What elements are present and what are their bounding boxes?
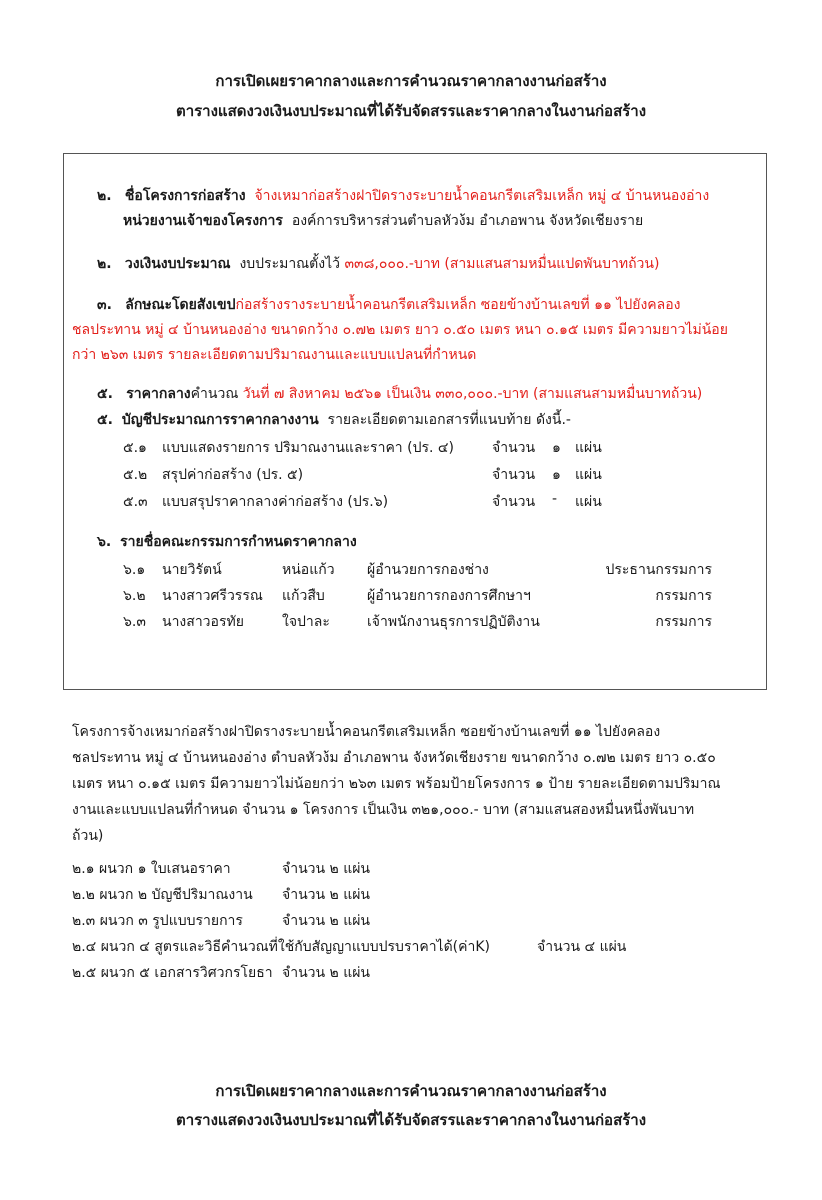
member-name: นางสาวอรทัย <box>162 614 244 630</box>
body-line-3: เมตร หนา ๐.๑๕ เมตร มีความยาวไม่น้อยกว่า ๒๖๓ เมตร พร้อมป้ายโครงการ ๑ ป้าย รายละเอียดตามปริมาณ <box>72 776 721 792</box>
estimate-list-suffix: รายละเอียดตามเอกสารที่แนบท้าย ดังนี้.- <box>327 412 571 428</box>
estimate-item-unit: แผ่น <box>575 467 602 483</box>
estimate-item-unit: แผ่น <box>575 494 602 510</box>
attachment-text: ๒.๔ ผนวก ๔ สูตรและวิธีคำนวณที่ใช้กับสัญญาแบบปรบราคาได้(ค่าK) <box>72 939 491 955</box>
attachment-text: ๒.๑ ผนวก ๑ ใบเสนอราคา <box>72 861 231 877</box>
description-line-2: ชลประทาน หมู่ ๔ บ้านหนองอ่าง ขนาดกว้าง ๐.๗๒ เมตร ยาว ๐.๕๐ เมตร หนา ๐.๑๕ เมตร มีความยาวไม่น้อย <box>72 322 728 338</box>
section-number: ๖. <box>97 534 112 550</box>
member-position: ผู้อำนวยการกองการศึกษาฯ <box>367 588 531 604</box>
section-number: ๕. <box>97 412 113 428</box>
body-line-1: โครงการจ้างเหมาก่อสร้างฝาปิดรางระบายน้ำคอนกรีตเสริมเหล็ก ซอยข้างบ้านเลขที่ ๑๑ ไปยังคลอง <box>72 724 661 740</box>
member-role: ประธานกรรมการ <box>605 562 712 578</box>
estimate-item-qty: - <box>552 491 558 507</box>
body-line-4: งานและแบบแปลนที่กำหนด จำนวน ๑ โครงการ เป็นเงิน ๓๒๑,๐๐๐.- บาท (สามแสนสองหมื่นหนึ่งพันบาท <box>72 802 695 818</box>
page-subtitle: ตารางแสดงวงเงินงบประมาณที่ได้รับจัดสรรและราคากลางในงานก่อสร้าง <box>175 102 647 120</box>
section-agency <box>123 211 643 231</box>
page-title: การเปิดเผยราคากลางและการคำนวณราคากลางงานก่อสร้าง <box>215 72 607 90</box>
estimate-item-text: แบบสรุปราคากลางค่าก่อสร้าง (ปร.๖) <box>162 494 389 510</box>
agency-value: องค์การบริหารส่วนตำบลหัวง้ม อำเภอพาน จังหวัดเชียงราย <box>291 213 644 229</box>
section-median-price <box>97 384 702 404</box>
estimate-item-qty-label: จำนวน <box>492 494 536 510</box>
committee-label: รายชื่อคณะกรรมการกำหนดราคากลาง <box>120 534 357 550</box>
footer-title: การเปิดเผยราคากลางและการคำนวณราคากลางงานก่อสร้าง <box>215 1082 607 1100</box>
member-id: ๖.๓ <box>123 614 146 630</box>
section-number: ๓. <box>97 297 112 313</box>
section-number: ๕. <box>97 386 113 402</box>
member-id: ๖.๑ <box>123 562 146 578</box>
description-line-3: กว่า ๒๖๓ เมตร รายละเอียดตามปริมาณงานและแบบแปลนที่กำหนด <box>72 347 477 363</box>
section-number: ๒. <box>97 256 112 272</box>
description-line-1: ก่อสร้างรางระบายน้ำคอนกรีตเสริมเหล็ก ซอยข้างบ้านเลขที่ ๑๑ ไปยังคลอง <box>235 297 681 313</box>
estimate-item-qty-label: จำนวน <box>492 467 536 483</box>
footer-subtitle: ตารางแสดงวงเงินงบประมาณที่ได้รับจัดสรรและราคากลางในงานก่อสร้าง <box>175 1111 647 1129</box>
section-description <box>97 295 681 315</box>
estimate-item-qty: ๑ <box>552 467 561 483</box>
attachment-qty: จำนวน ๒ แผ่น <box>282 913 370 929</box>
member-id: ๖.๒ <box>123 588 146 604</box>
attachment-text: ๒.๕ ผนวก ๕ เอกสารวิศวกรโยธา <box>72 965 273 981</box>
member-position: เจ้าพนักงานธุรการปฏิบัติงาน <box>367 614 540 630</box>
agency-label: หน่วยงานเจ้าของโครงการ <box>123 213 283 229</box>
attachment-qty: จำนวน ๒ แผ่น <box>282 887 370 903</box>
estimate-list-label: บัญชีประมาณการราคากลางงาน <box>121 412 319 428</box>
attachment-text: ๒.๒ ผนวก ๒ บัญชีปริมาณงาน <box>72 887 253 903</box>
member-surname: ใจปาละ <box>282 614 330 630</box>
section-committee <box>97 532 357 552</box>
estimate-item-qty: ๑ <box>552 440 561 456</box>
member-role: กรรมการ <box>655 614 712 630</box>
estimate-item-text: แบบแสดงรายการ ปริมาณงานและราคา (ปร. ๔) <box>162 440 454 456</box>
body-line-5: ถ้วน) <box>72 828 104 844</box>
budget-value: ๓๓๘,๐๐๐.-บาท (สามแสนสามหมื่นแปดพันบาทถ้วน) <box>344 256 660 272</box>
estimate-item-id: ๕.๒ <box>123 467 148 483</box>
estimate-item-qty-label: จำนวน <box>492 440 536 456</box>
budget-prefix: งบประมาณตั้งไว้ <box>239 256 340 272</box>
section-project-name <box>97 186 709 206</box>
body-line-2: ชลประทาน หมู่ ๔ บ้านหนองอ่าง ตำบลหัวง้ม อำเภอพาน จังหวัดเชียงราย ขนาดกว้าง ๐.๗๒ เมตร ยาว ๐.๕๐ <box>72 750 716 766</box>
section-estimate-list <box>97 410 571 430</box>
project-name-label: ชื่อโครงการก่อสร้าง <box>124 188 246 204</box>
attachment-qty: จำนวน ๒ แผ่น <box>282 861 370 877</box>
budget-label: วงเงินงบประมาณ <box>124 256 231 272</box>
median-price-prefix: คำนวณ <box>190 386 239 402</box>
member-name: นายวิรัตน์ <box>162 562 222 578</box>
member-role: กรรมการ <box>655 588 712 604</box>
median-price-label: ราคากลาง <box>126 386 191 402</box>
section-number: ๒. <box>97 188 112 204</box>
estimate-item-id: ๕.๓ <box>123 494 148 510</box>
median-price-value: วันที่ ๗ สิงหาคม ๒๕๖๑ เป็นเงิน ๓๓๐,๐๐๐.-บาท (สามแสนสามหมื่นบาทถ้วน) <box>242 386 703 402</box>
member-name: นางสาวศรีวรรณ <box>162 588 263 604</box>
attachment-text: ๒.๓ ผนวก ๓ รูปแบบรายการ <box>72 913 243 929</box>
member-surname: หน่อแก้ว <box>282 562 335 578</box>
attachment-qty: จำนวน ๔ แผ่น <box>537 939 627 955</box>
member-position: ผู้อำนวยการกองช่าง <box>367 562 489 578</box>
estimate-item-id: ๕.๑ <box>123 440 147 456</box>
section-budget <box>97 254 659 274</box>
attachment-qty: จำนวน ๒ แผ่น <box>282 965 370 981</box>
estimate-item-unit: แผ่น <box>575 440 602 456</box>
member-surname: แก้วสืบ <box>282 588 325 604</box>
description-label: ลักษณะโดยสังเขป <box>125 297 236 313</box>
estimate-item-text: สรุปค่าก่อสร้าง (ปร. ๕) <box>162 467 304 483</box>
project-name-value: จ้างเหมาก่อสร้างฝาปิดรางระบายน้ำคอนกรีตเสริมเหล็ก หมู่ ๔ บ้านหนองอ่าง <box>254 188 710 204</box>
